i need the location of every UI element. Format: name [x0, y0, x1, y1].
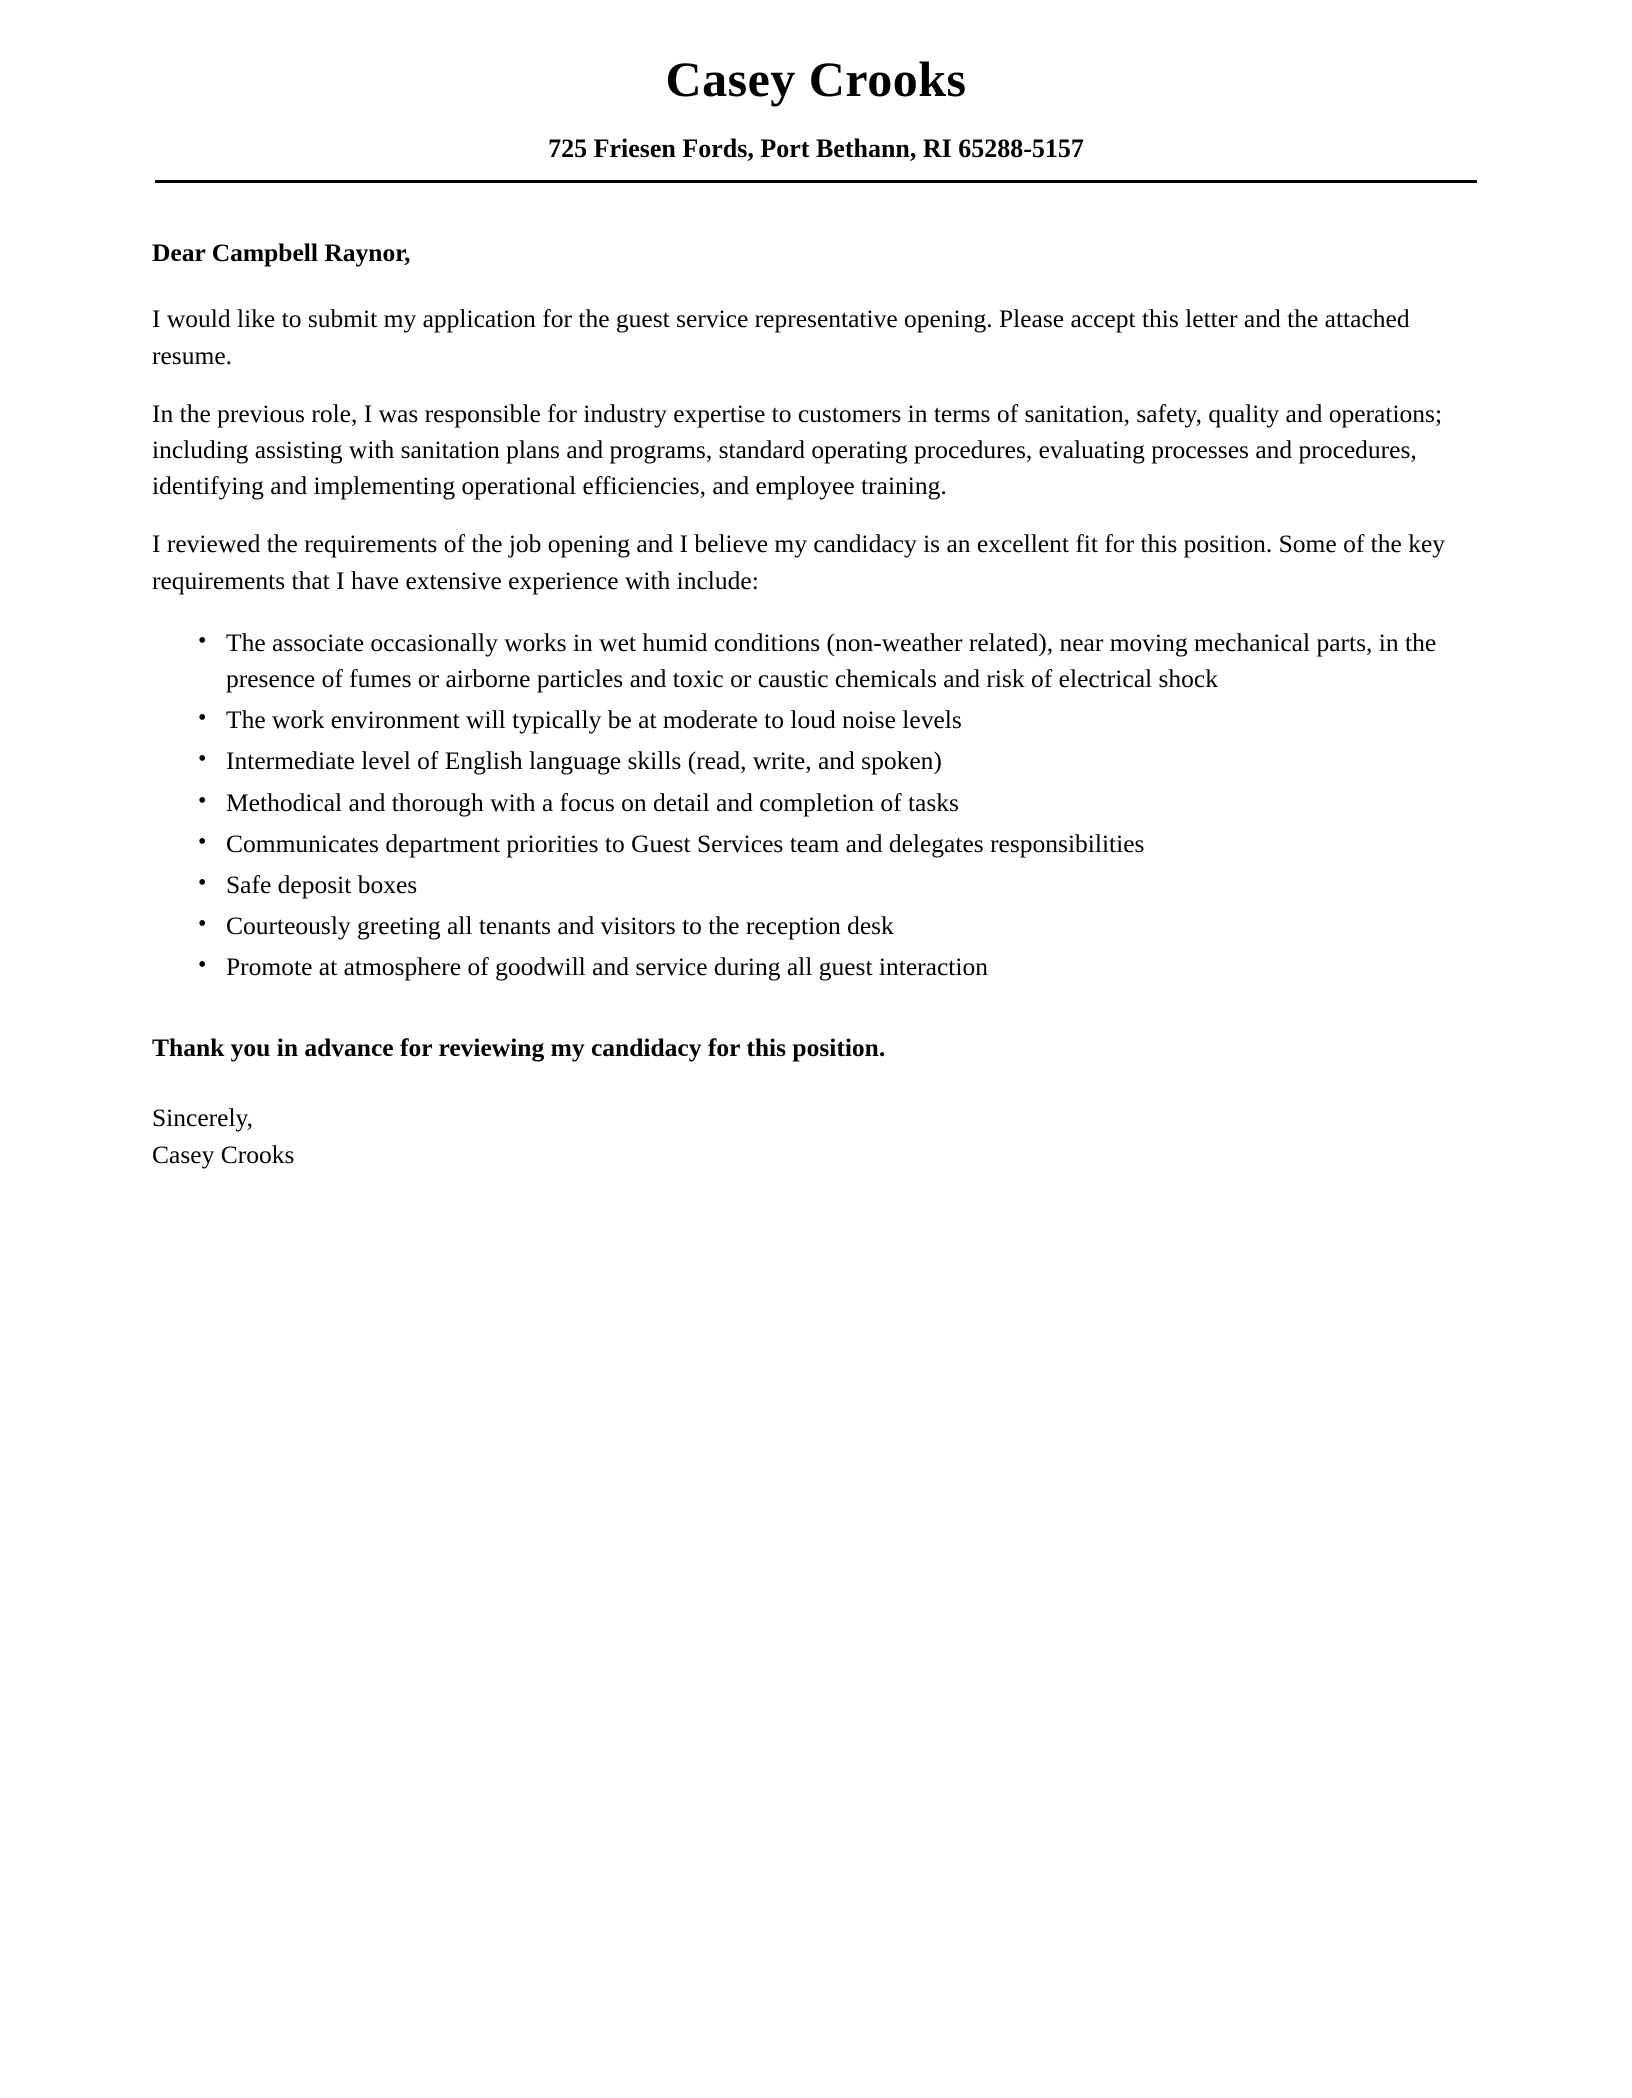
- list-item: • Safe deposit boxes: [198, 867, 1477, 903]
- list-item: • The work environment will typically be at moderate to loud noise levels: [198, 702, 1477, 738]
- requirements-list: [152, 625, 1477, 986]
- letter-header: [0, 0, 1632, 164]
- closing-block: [152, 1100, 1477, 1174]
- paragraph-requirements-intro: I reviewed the requirements of the job opening and I believe my candidacy is an excellent fit for this position. Some of the key requirements that I have extensive experience with include:: [152, 529, 1446, 595]
- list-item: • Communicates department priorities to Guest Services team and delegates responsibilities: [198, 826, 1477, 862]
- applicant-address: 725 Friesen Fords, Port Bethann, RI 65288-5157: [548, 134, 1084, 163]
- closing-word: Sincerely,: [152, 1102, 254, 1132]
- paragraph-experience: In the previous role, I was responsible for industry expertise to customers in terms of sanitation, safety, quality and operations; including assisting with sanitation plans and programs, standard operating procedures, evaluating processes and procedures, identifying and implementing operational efficiencies, and employee training.: [152, 398, 1443, 501]
- list-item: • Promote at atmosphere of goodwill and service during all guest interaction: [198, 949, 1477, 985]
- closing-signature: Casey Crooks: [152, 1139, 295, 1169]
- paragraph-intro: I would like to submit my application for the guest service representative opening. Please accept this letter and the attached resume.: [152, 304, 1410, 370]
- thank-you-line: Thank you in advance for reviewing my candidacy for this position.: [152, 1032, 886, 1062]
- list-item: • Intermediate level of English language skills (read, write, and spoken): [198, 743, 1477, 779]
- list-item: • The associate occasionally works in wet humid conditions (non-weather related), near moving mechanical parts, in the presence of fumes or airborne particles and toxic or caustic chemicals and risk of electrical shock: [198, 625, 1477, 697]
- salutation: Dear Campbell Raynor,: [152, 238, 411, 268]
- list-item: • Courteously greeting all tenants and visitors to the reception desk: [198, 908, 1477, 944]
- applicant-name: Casey Crooks: [665, 51, 967, 107]
- letter-body: [152, 183, 1477, 1174]
- list-item: • Methodical and thorough with a focus on detail and completion of tasks: [198, 785, 1477, 821]
